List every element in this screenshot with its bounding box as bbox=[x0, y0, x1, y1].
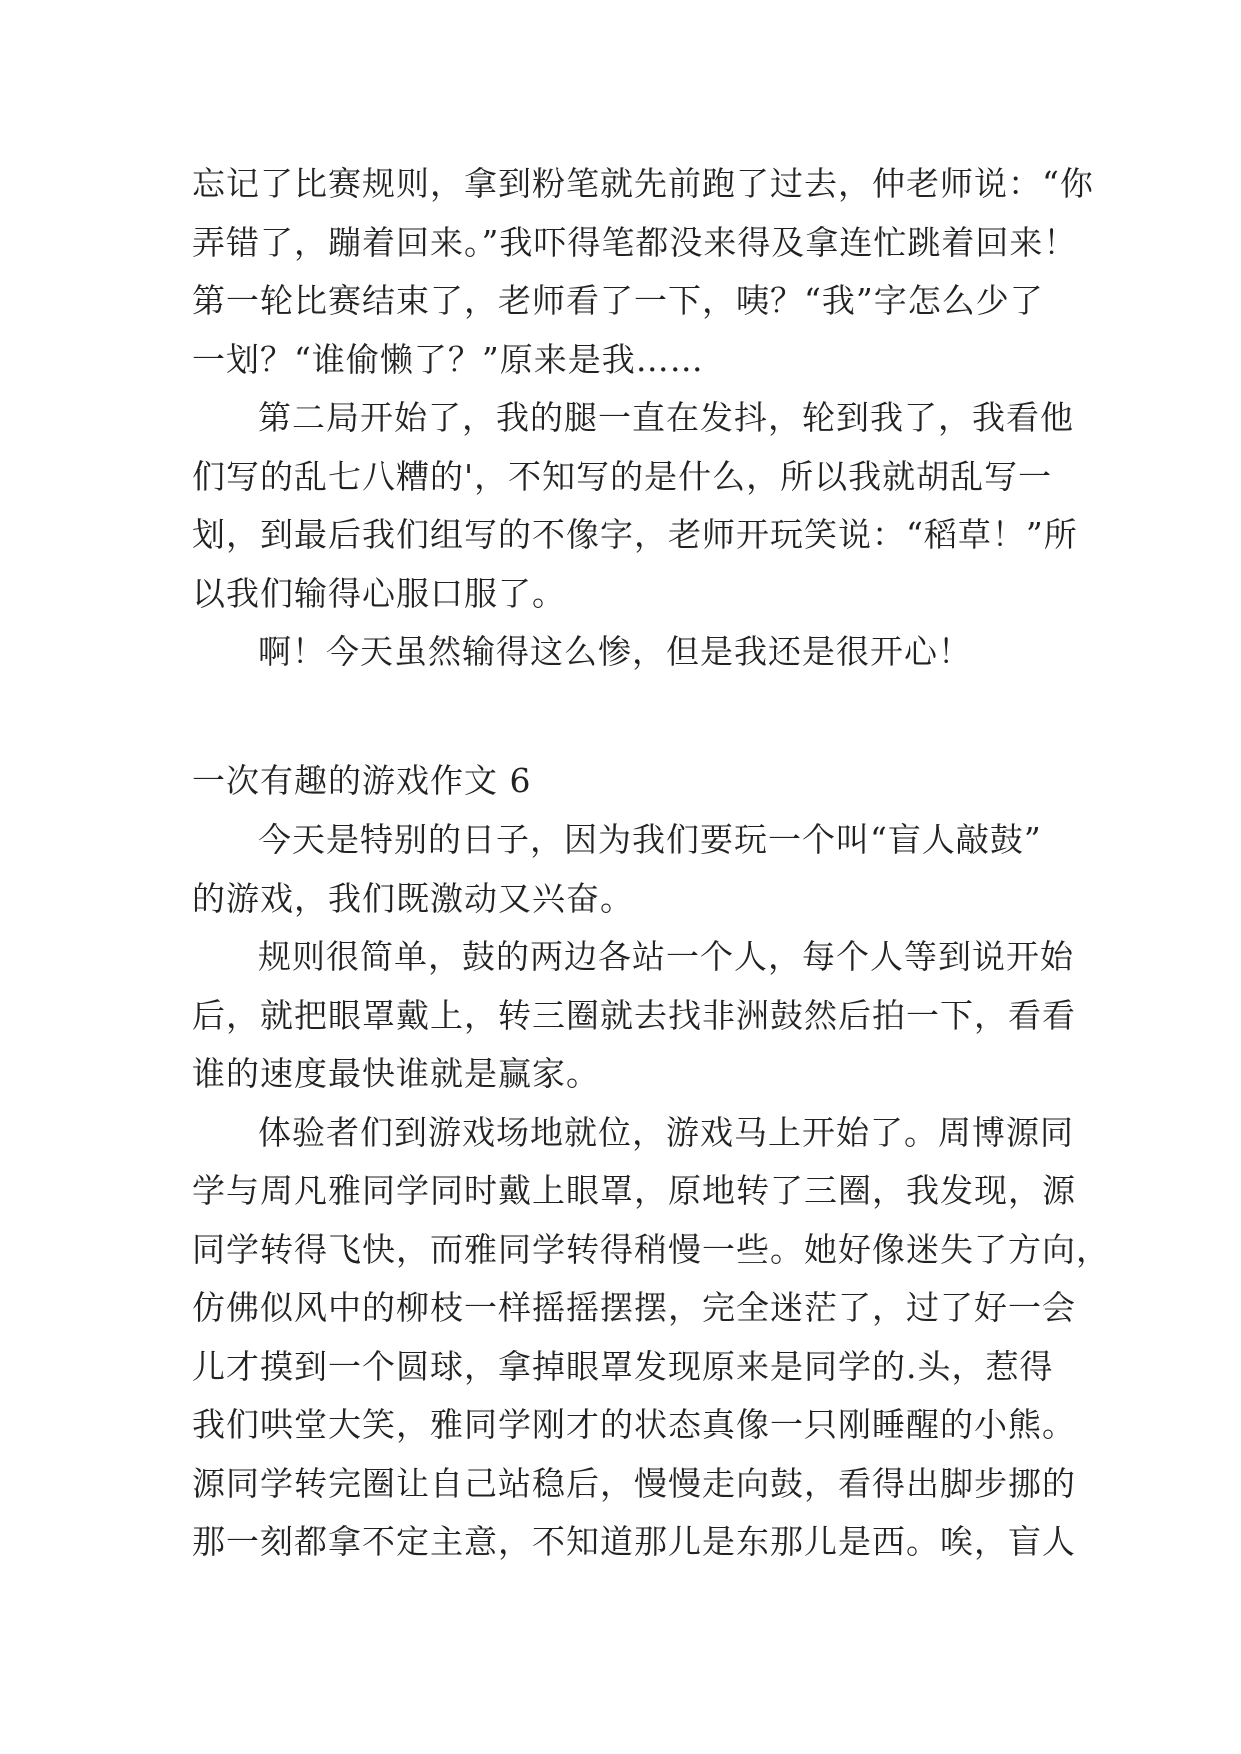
essay-section-2 bbox=[192, 811, 1110, 1572]
text-line: 那一刻都拿不定主意，不知道那儿是东那儿是西。唉，盲人 bbox=[192, 1522, 1076, 1561]
essay-title: 一次有趣的游戏作文 6 bbox=[192, 761, 532, 800]
text-line: 弄错了，蹦着回来。”我吓得笔都没来得及拿连忙跳着回来！ bbox=[192, 222, 1078, 262]
text-line: 学与周凡雅同学同时戴上眼罩，原地转了三圈，我发现，源 bbox=[192, 1171, 1076, 1210]
text-line: 仿佛似风中的柳枝一样摇摇摆摆，完全迷茫了，过了好一会 bbox=[192, 1288, 1076, 1327]
text-line: 划，到最后我们组写的不像字，老师开玩笑说：“稻草！”所 bbox=[192, 515, 1078, 554]
text-line: 忘记了比赛规则，拿到粉笔就先前跑了过去，仲老师说：“你 bbox=[192, 164, 1094, 203]
text-line: 后，就把眼罩戴上，转三圈就去找非洲鼓然后拍一下，看看 bbox=[192, 995, 1076, 1035]
paragraph-start-line: 啊！今天虽然输得这么惨，但是我还是很开心！ bbox=[258, 632, 972, 671]
text-line: 的游戏，我们既激动又兴奋。 bbox=[192, 878, 634, 918]
text-line: 儿才摸到一个圆球，拿掉眼罩发现原来是同学的.头，惹得 bbox=[192, 1346, 1054, 1386]
text-line: 一划？“谁偷懒了？”原来是我…… bbox=[192, 339, 704, 379]
text-line: 第一轮比赛结束了，老师看了一下，咦？“我”字怎么少了 bbox=[192, 281, 1044, 320]
paragraph-start-line: 第二局开始了，我的腿一直在发抖，轮到我了，我看他 bbox=[258, 398, 1074, 437]
text-line: 同学转得飞快，而雅同学转得稍慢一些。她好像迷失了方向， bbox=[192, 1229, 1110, 1269]
essay-section-1 bbox=[192, 155, 1094, 682]
paragraph-start-line: 今天是特别的日子，因为我们要玩一个叫“盲人敲鼓” bbox=[258, 820, 1042, 859]
text-line: 谁的速度最快谁就是赢家。 bbox=[192, 1054, 600, 1093]
paragraph-start-line: 体验者们到游戏场地就位，游戏马上开始了。周博源同 bbox=[258, 1112, 1074, 1152]
text-line: 我们哄堂大笑，雅同学刚才的状态真像一只刚睡醒的小熊。 bbox=[192, 1405, 1076, 1444]
text-line: 以我们输得心服口服了。 bbox=[192, 573, 566, 613]
text-line: 们写的乱七八糟的'，不知写的是什么，所以我就胡乱写一 bbox=[192, 456, 1053, 496]
text-line: 源同学转完圈让自己站稳后，慢慢走向鼓，看得出脚步挪的 bbox=[192, 1463, 1076, 1503]
paragraph-start-line: 规则很简单，鼓的两边各站一个人，每个人等到说开始 bbox=[258, 937, 1074, 976]
